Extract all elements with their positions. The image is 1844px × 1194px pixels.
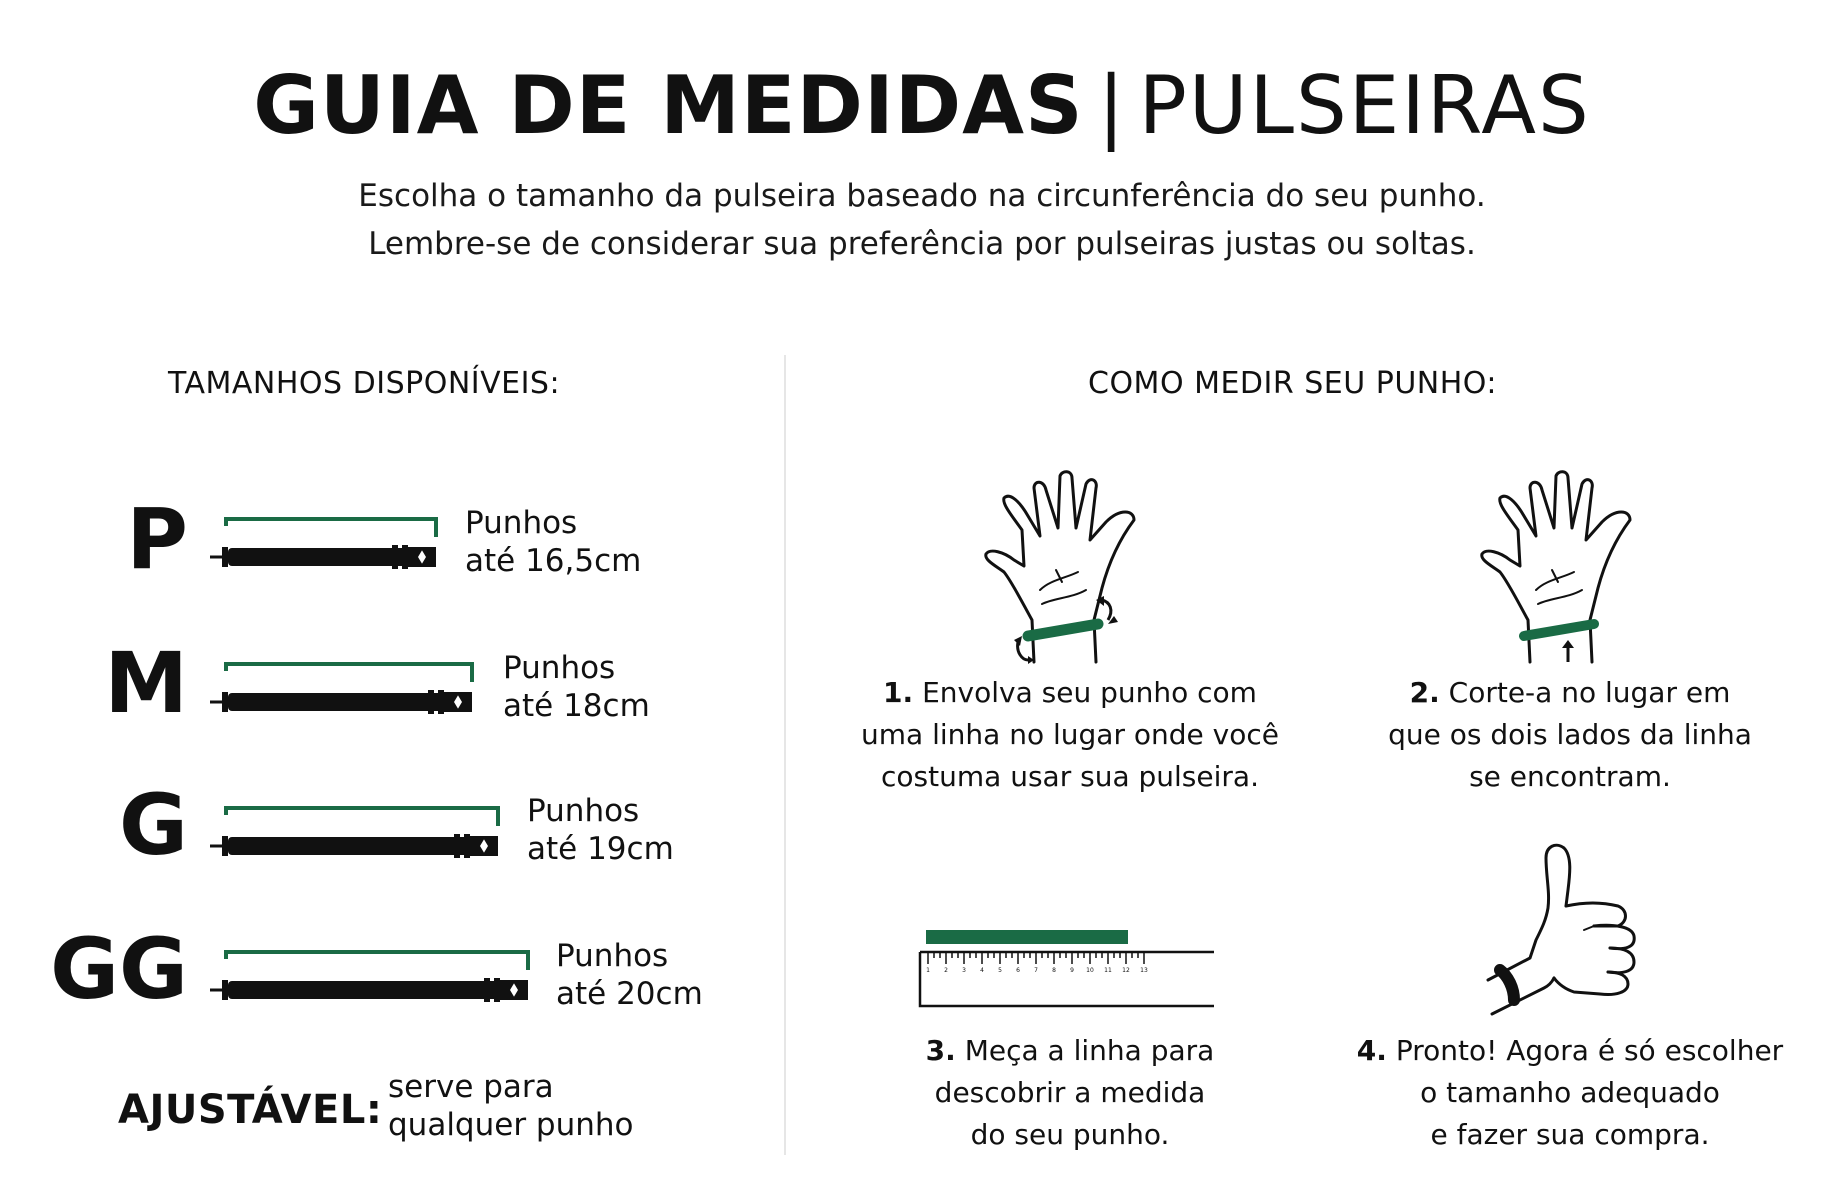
size-desc-line: Punhos: [465, 505, 578, 541]
step-number: 2.: [1409, 676, 1440, 709]
sizes-heading: TAMANHOS DISPONÍVEIS:: [168, 366, 561, 401]
size-desc-g: [527, 792, 674, 868]
ruler-tick-label: 1: [926, 967, 930, 974]
step-line: do seu punho.: [970, 1118, 1170, 1151]
bracelet-icon: [206, 804, 506, 864]
ruler-tick-label: 9: [1070, 967, 1074, 974]
step-line: descobrir a medida: [934, 1076, 1206, 1109]
step-4-text: [1340, 1030, 1800, 1156]
step-line: o tamanho adequado: [1420, 1076, 1720, 1109]
step-line: uma linha no lugar onde você: [861, 718, 1279, 751]
ruler-tick-label: 3: [962, 967, 966, 974]
ruler-tick-label: 2: [944, 967, 948, 974]
subtitle: [0, 172, 1844, 268]
page-title: [0, 58, 1844, 154]
bracelet-icon: [206, 948, 536, 1008]
bracelet-icon: [206, 660, 486, 720]
how-to-measure-heading: COMO MEDIR SEU PUNHO:: [1088, 366, 1497, 401]
step-line: Envolva seu punho com: [922, 676, 1257, 709]
size-desc-line: Punhos: [503, 650, 616, 686]
size-desc-gg: [556, 937, 703, 1013]
title-light: PULSEIRAS: [1138, 59, 1591, 152]
ruler-tick-label: 10: [1086, 967, 1094, 974]
size-desc-m: [503, 649, 650, 725]
ruler-tick-label: 11: [1104, 967, 1112, 974]
ruler-tick-label: 5: [998, 967, 1002, 974]
size-letter-gg: GG: [50, 920, 188, 1018]
column-divider: [784, 355, 786, 1155]
size-letter-g: G: [119, 776, 188, 874]
subtitle-line-1: Escolha o tamanho da pulseira baseado na circunferência do seu punho.: [358, 178, 1486, 214]
ruler-tick-label: 6: [1016, 967, 1020, 974]
adjustable-desc: [388, 1068, 634, 1144]
size-letter-m: M: [104, 634, 188, 732]
size-desc-line: Punhos: [556, 938, 669, 974]
step-line: Corte-a no lugar em: [1448, 676, 1731, 709]
step-line: Pronto! Agora é só escolher: [1395, 1034, 1784, 1067]
ruler-tick-label: 8: [1052, 967, 1056, 974]
step-3-text: [840, 1030, 1300, 1156]
bracelet-icon: [206, 515, 446, 575]
step-2-text: [1340, 672, 1800, 798]
title-separator: |: [1097, 59, 1125, 152]
step-line: Meça a linha para: [964, 1034, 1215, 1067]
step-line: que os dois lados da linha: [1388, 718, 1752, 751]
size-desc-p: [465, 504, 641, 580]
step-line: e fazer sua compra.: [1430, 1118, 1710, 1151]
step-line: costuma usar sua pulseira.: [881, 760, 1259, 793]
size-desc-line: até 16,5cm: [465, 543, 642, 579]
size-desc-line: até 20cm: [556, 976, 703, 1012]
ruler-icon: [918, 924, 1218, 1014]
subtitle-line-2: Lembre-se de considerar sua preferência por pulseiras justas ou soltas.: [368, 226, 1476, 262]
title-bold: GUIA DE MEDIDAS: [253, 59, 1084, 152]
adjustable-desc-line: serve para: [388, 1069, 554, 1105]
step-1-text: [840, 672, 1300, 798]
step-line: se encontram.: [1469, 760, 1671, 793]
size-letter-p: P: [126, 490, 188, 588]
ruler-tick-label: 4: [980, 967, 984, 974]
adjustable-label: AJUSTÁVEL:: [118, 1087, 383, 1133]
hand-wrap-icon: [982, 470, 1152, 670]
step-number: 4.: [1356, 1034, 1387, 1067]
size-desc-line: até 19cm: [527, 831, 674, 867]
step-number: 1.: [883, 676, 914, 709]
step-number: 3.: [925, 1034, 956, 1067]
ruler-tick-label: 7: [1034, 967, 1038, 974]
thumbs-up-icon: [1484, 840, 1654, 1020]
size-desc-line: Punhos: [527, 793, 640, 829]
ruler-tick-label: 13: [1140, 967, 1148, 974]
ruler-tick-label: 12: [1122, 967, 1130, 974]
size-desc-line: até 18cm: [503, 688, 650, 724]
adjustable-desc-line: qualquer punho: [388, 1107, 634, 1143]
hand-cut-icon: [1478, 470, 1648, 670]
